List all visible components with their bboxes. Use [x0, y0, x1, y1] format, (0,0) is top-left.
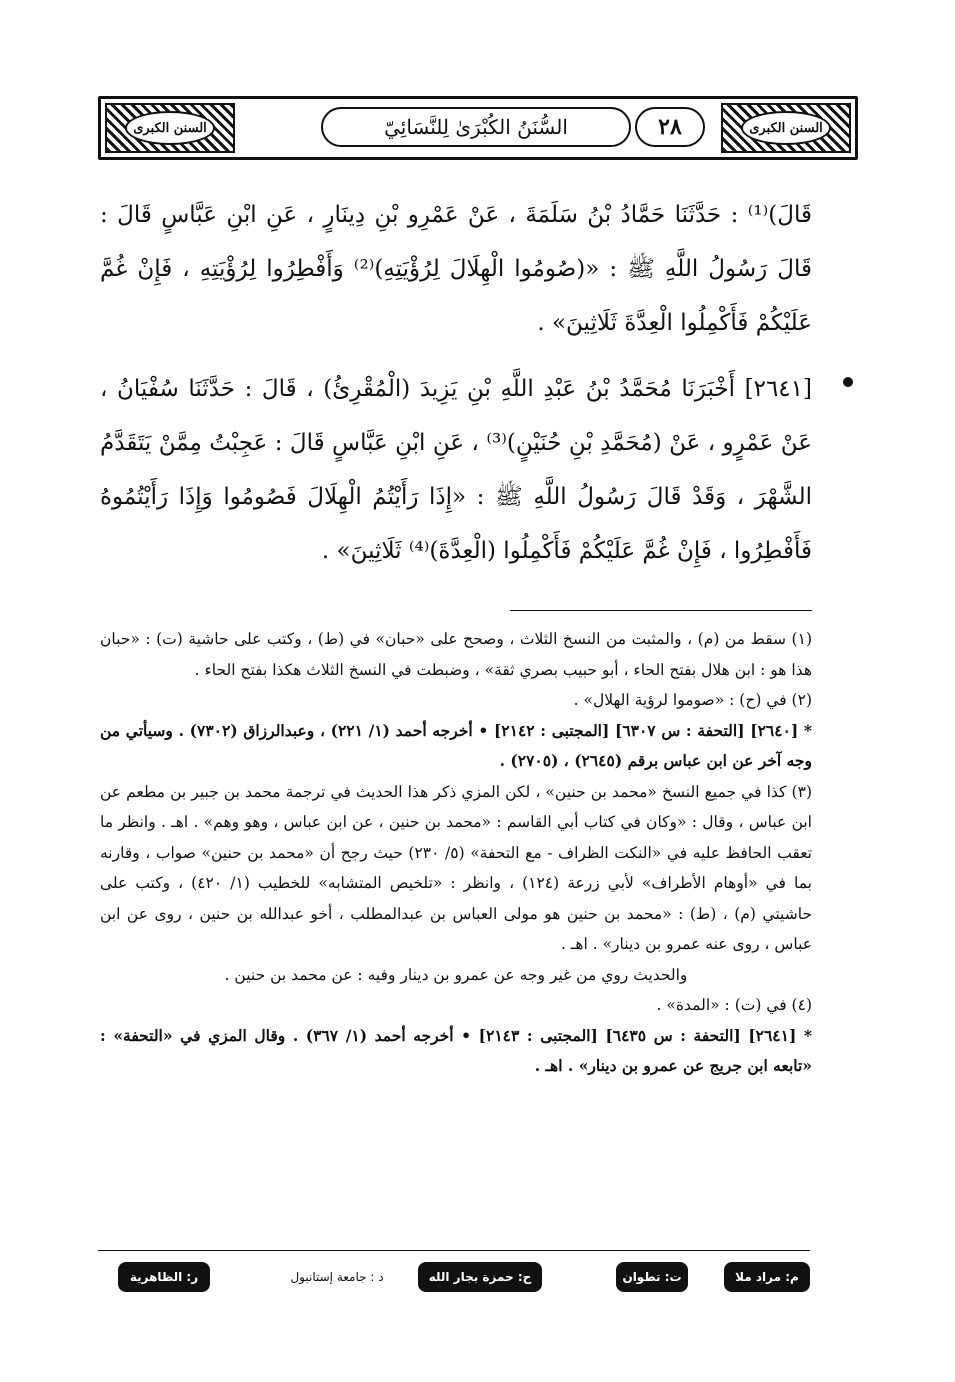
footnote-1: (١) سقط من (م) ، والمثبت من النسخ الثلاث ، وصحح على «حبان» في (ط) ، وكتب على حاشية (ت) : «حبان هذا هو : ابن هلال بفتح الحاء ، أبو حبيب بصري ثقة» ، وضبطت في النسخ الثلاث هكذا بفتح الحاء .	[100, 630, 812, 679]
bullet-icon	[843, 377, 853, 387]
hadith-continuation: قَالَ)⁽¹⁾ : حَدَّثَنَا حَمَّادُ بْنُ سَلَمَةَ ، عَنْ عَمْرِو بْنِ دِينَارٍ ، عَنِ ابْنِ عَبَّاسٍ قَالَ : قَالَ رَسُولُ اللَّهِ ﷺ : «(صُومُوا الْهِلَالَ لِرُؤْيَتِهِ)⁽²⁾ وَأَفْطِرُوا لِرُؤْيَتِهِ ، فَإِنْ غُمَّ عَلَيْكُمْ فَأَكْمِلُوا الْعِدَّةَ ثَلَاثِينَ» .	[100, 202, 812, 336]
bottom-divider	[98, 1250, 810, 1251]
manuscript-legend	[110, 1262, 810, 1298]
footnote-2: (٢) في (ح) : «صوموا لرؤية الهلال» .	[573, 691, 812, 709]
page-header	[98, 96, 858, 160]
footnote-3-continuation: والحديث روي من غير وجه عن عمرو بن دينار وفيه : عن محمد بن حنين .	[224, 965, 688, 984]
footnotes	[100, 624, 812, 1082]
hadith-2641: [٢٦٤١] أَخْبَرَنَا مُحَمَّدُ بْنُ عَبْدِ اللَّهِ بْنِ يَزِيدَ (الْمُقْرِئُ) ، قَالَ : حَدَّثَنَا سُفْيَانُ ، عَنْ عَمْرٍو ، عَنْ (مُحَمَّدِ بْنِ حُنَيْنٍ)⁽³⁾ ، عَنِ ابْنِ عَبَّاسٍ قَالَ : عَجِبْتُ مِمَّنْ يَتَقَدَّمُ الشَّهْرَ ، وَقَدْ قَالَ رَسُولُ اللَّهِ ﷺ : «إِذَا رَأَيْتُمُ الْهِلَالَ فَصُومُوا وَإِذَا رَأَيْتُمُوهُ فَأَفْطِرُوا ، فَإِنْ غُمَّ عَلَيْكُمْ فَأَكْمِلُوا (الْعِدَّةَ)⁽⁴⁾ ثَلَاثِينَ» .	[100, 376, 812, 564]
manuscript-tag-d: د : جامعة إستانبول	[290, 1270, 384, 1284]
takhrij-2641: * [٢٦٤١] [التحفة : س ٦٤٣٥] [المجتبى : ٢١٤٣] • أخرجه أحمد (١/ ٣٦٧) . وقال المزي في «التحفة» : «تابعه ابن جريج عن عمرو بن دينار» . اهـ .	[100, 1025, 813, 1075]
takhrij-2640: * [٢٦٤٠] [التحفة : س ٦٣٠٧] [المجتبى : ٢١٤٢] • أخرجه أحمد (١/ ٢٢١) ، وعبدالرزاق (٧٣٠٢) . وسيأتي من وجه آخر عن ابن عباس برقم (٢٦٤٥) ، (٢٧٠٥) .	[100, 720, 812, 770]
footnote-divider	[510, 610, 812, 611]
manuscript-tag-r: ر: الظاهرية	[118, 1262, 210, 1292]
ornament-emblem: السنن الكبرى	[741, 111, 831, 145]
manuscript-tag-h: ح: حمزة بجار الله	[418, 1262, 542, 1292]
page-number: ٢٨	[635, 107, 705, 147]
header-ornament-left	[105, 103, 235, 153]
manuscript-tag-t: ت: تطوان	[616, 1262, 688, 1292]
footnote-3: (٣) كذا في جميع النسخ «محمد بن حنين» ، لكن المزي ذكر هذا الحديث في ترجمة محمد بن جبير بن مطعم عن ابن عباس ، وقال : «وكان في كتاب أبي القاسم : «محمد بن حنين ، عن ابن عباس ، وهو وهم» . اهـ . وانظر ما تعقب الحافظ عليه في «النكت الظراف - مع التحفة» (٥/ ٢٣٠) حيث رجح أن «محمد بن حنين» صواب ، وقارنه بما في «أوهام الأطراف» لأبي زرعة (١٢٤) ، وانظر : «تلخيص المتشابه» للخطيب (١/ ٤٢٠) ، وكتب على حاشيتي (م) ، (ط) : «محمد بن حنين هو مولى العباس بن عبدالمطلب ، أخو عبدالله بن حنين ، روى عن ابن عباس ، روى عنه عمرو بن دينار» . اهـ .	[100, 782, 812, 953]
manuscript-tag-m: م: مراد ملا	[724, 1262, 810, 1292]
footnote-4: (٤) في (ت) : «المدة» .	[656, 996, 812, 1014]
main-text	[100, 188, 812, 578]
book-title: السُّنَنُ الكُبْرَىٰ لِلنَّسَائِيّ	[321, 107, 631, 147]
header-ornament-right	[721, 103, 851, 153]
ornament-emblem: السنن الكبرى	[125, 111, 215, 145]
